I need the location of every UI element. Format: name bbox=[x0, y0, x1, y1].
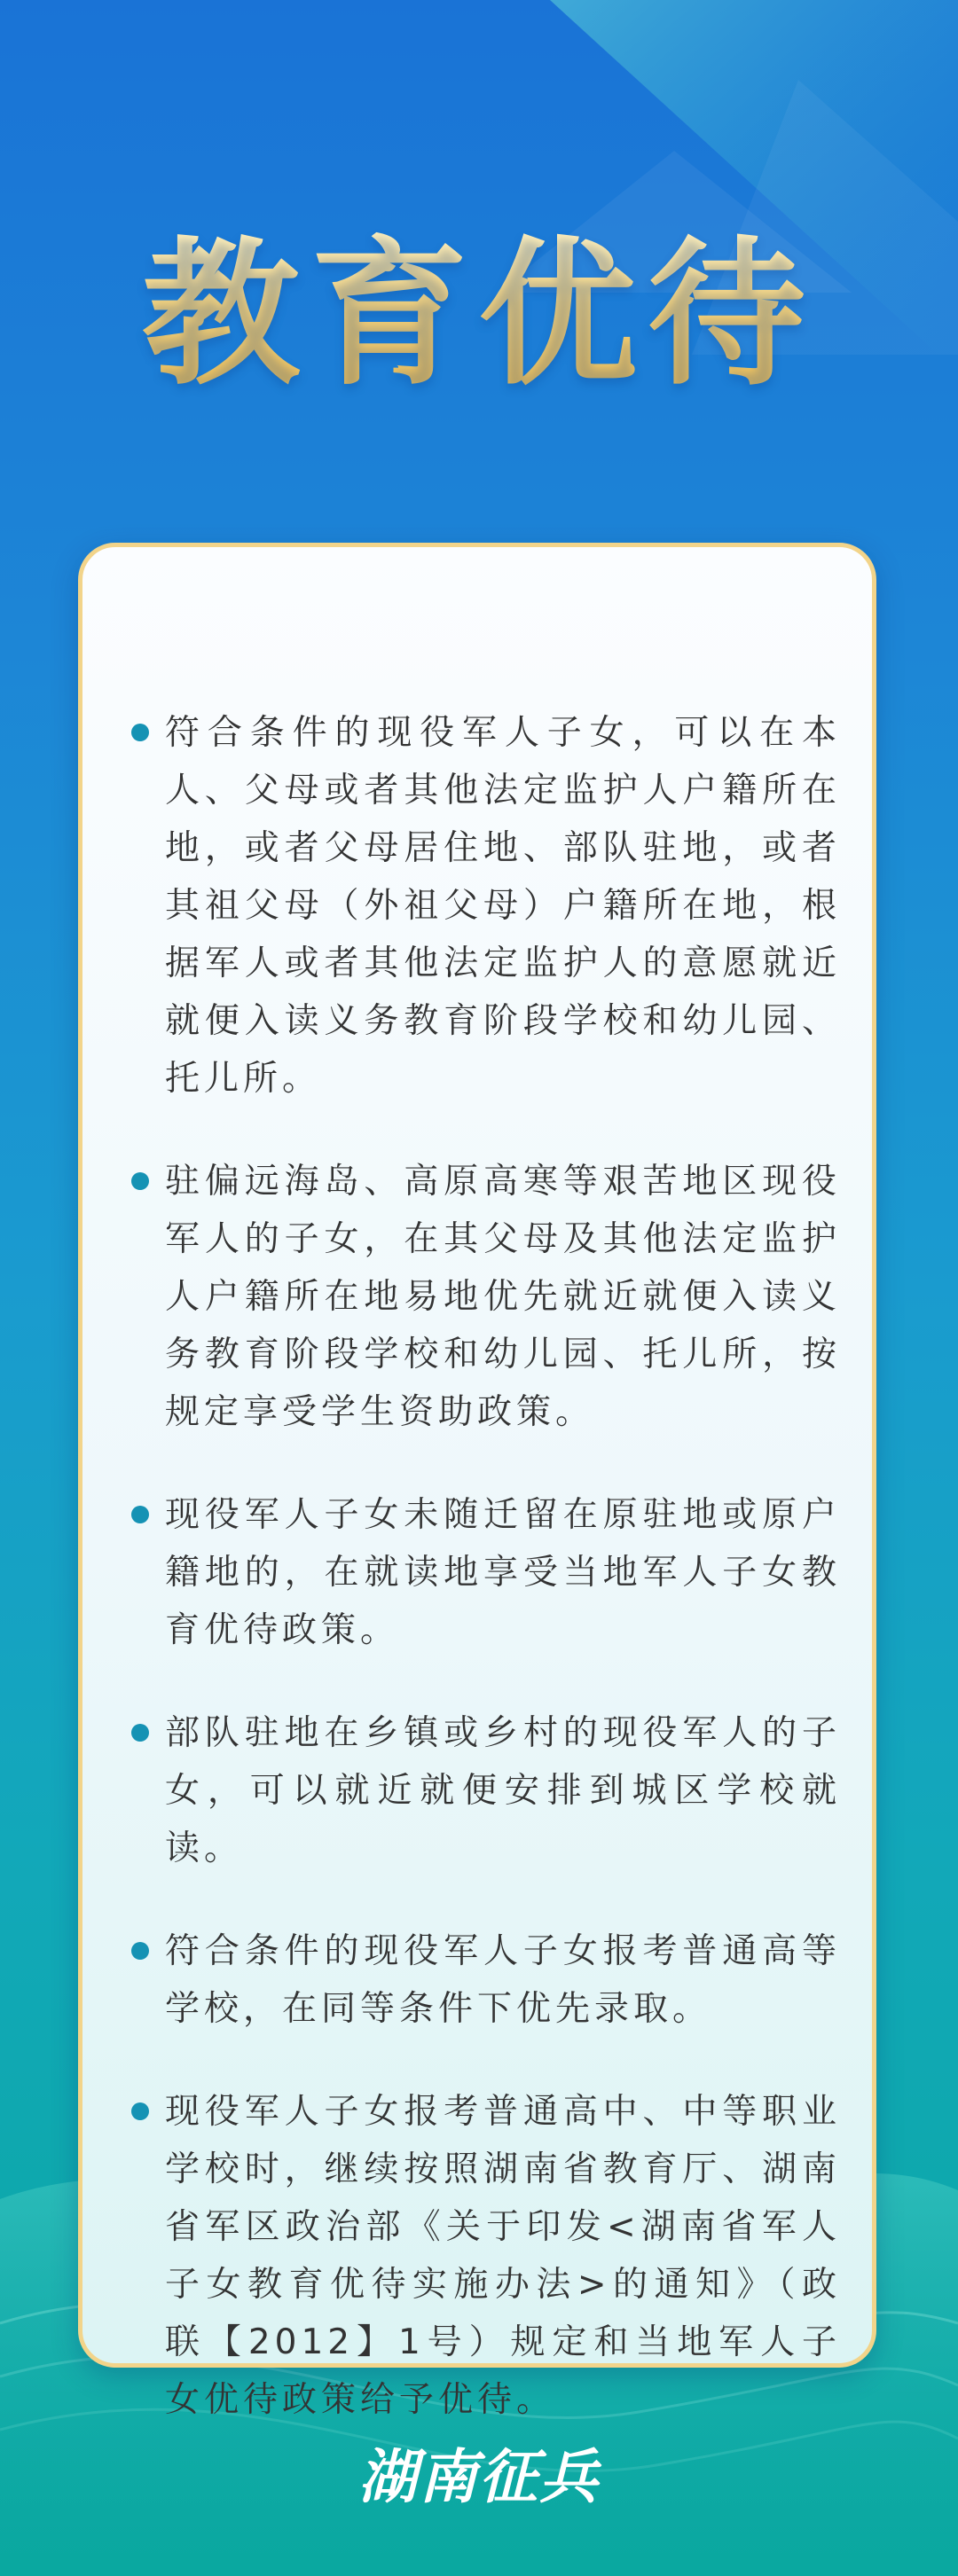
list-item-text: 现役军人子女未随迁留在原驻地或原户籍地的，在就读地享受当地军人子女教育优待政策。 bbox=[165, 1495, 841, 1650]
bullet-dot-icon bbox=[131, 724, 149, 741]
list-item bbox=[131, 1704, 841, 1877]
bullet-dot-icon bbox=[131, 1506, 149, 1523]
benefit-list bbox=[131, 704, 841, 2474]
content-card bbox=[78, 543, 876, 2420]
list-item bbox=[131, 2083, 841, 2429]
list-item bbox=[131, 1922, 841, 2038]
bullet-dot-icon bbox=[131, 1724, 149, 1742]
list-item-text: 驻偏远海岛、高原高寒等艰苦地区现役军人的子女，在其父母及其他法定监护人户籍所在地易地优先就近就便入读义务教育阶段学校和幼儿园、托儿所，按规定享受学生资助政策。 bbox=[165, 1162, 841, 1432]
list-item-text: 符合条件的现役军人子女，可以在本人、父母或者其他法定监护人户籍所在地，或者父母居住地、部队驻地，或者其祖父母（外祖父母）户籍所在地，根据军人或者其他法定监护人的意愿就近就便入读义务教育阶段学校和幼儿园、托儿所。 bbox=[165, 713, 841, 1099]
page-title: 教育优待 bbox=[0, 222, 958, 408]
list-item bbox=[131, 704, 841, 1108]
list-item bbox=[131, 1153, 841, 1441]
bullet-dot-icon bbox=[131, 1172, 149, 1190]
bullet-dot-icon bbox=[131, 1942, 149, 1960]
list-item-text: 部队驻地在乡镇或乡村的现役军人的子女，可以就近就便安排到城区学校就读。 bbox=[165, 1713, 841, 1868]
list-item-text: 现役军人子女报考普通高中、中等职业学校时，继续按照湖南省教育厅、湖南省军区政治部《关于印发<湖南省军人子女教育优待实施办法>的通知》（政联【2012】1号）规定和当地军人子女优待政策给予优待。 bbox=[165, 2092, 841, 2420]
bullet-dot-icon bbox=[131, 2102, 149, 2120]
list-item-text: 符合条件的现役军人子女报考普通高等学校，在同等条件下优先录取。 bbox=[165, 1931, 841, 2029]
brand-logo: 湖南征兵 bbox=[358, 2443, 600, 2511]
list-item bbox=[131, 1486, 841, 1659]
